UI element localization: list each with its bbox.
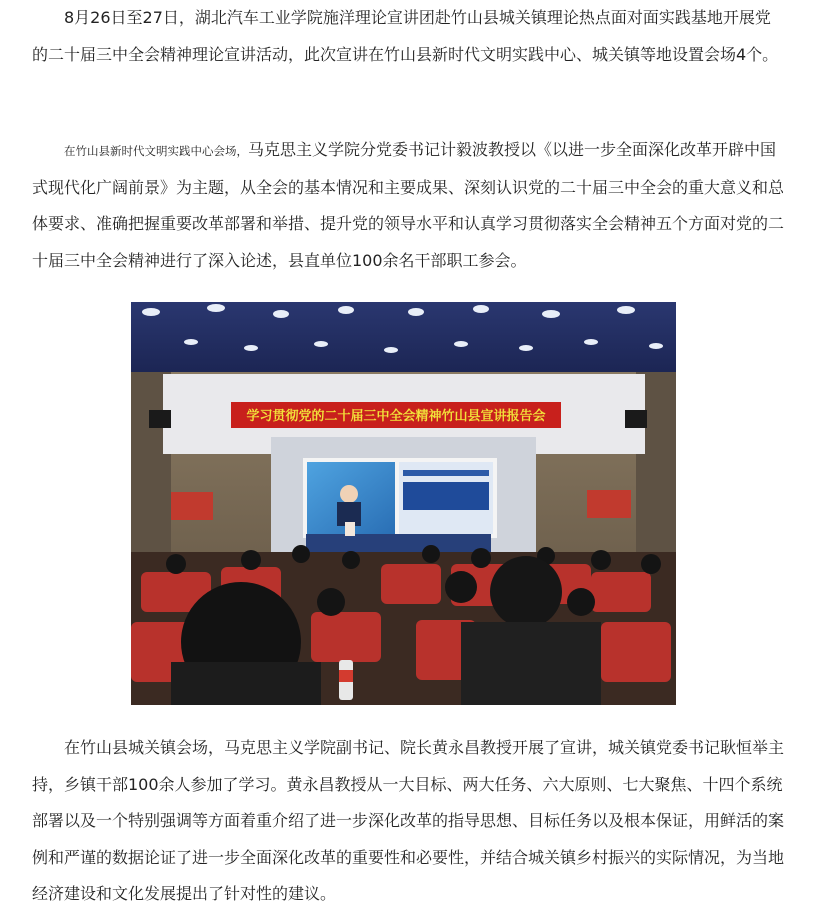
paragraph-intro: 8月26日至27日，湖北汽车工业学院施洋理论宣讲团赴竹山县城关镇理论热点面对面实践基地开展党的二十届三中全会精神理论宣讲活动，此次宣讲在竹山县新时代文明实践中心、城关镇等地设置会场4个。 xyxy=(32,8,779,64)
paragraph-venue-center xyxy=(32,132,784,279)
banner-text: 学习贯彻党的二十届三中全会精神竹山县宣讲报告会 xyxy=(246,409,546,424)
lecture-hall-photo xyxy=(131,302,676,705)
venue-center-lead: 在竹山县新时代文明实践中心会场， xyxy=(64,144,248,158)
venue-center-body: 马克思主义学院分党委书记计毅波教授以《以进一步全面深化改革开辟中国式现代化广阔前景》为主题，从全会的基本情况和主要成果、深刻认识党的二十届三中全会的重大意义和总体要求、准确把握重要改革部署和举措、提升党的领导水平和认真学习贯彻落实全会精神五个方面对党的二十届三中全会精神进行了深入论述，县直单位100余名干部职工参会。 xyxy=(32,140,785,270)
paragraph-venue-town: 在竹山县城关镇会场，马克思主义学院副书记、院长黄永昌教授开展了宣讲，城关镇党委书记耿恒举主持，乡镇干部100余人参加了学习。黄永昌教授从一大目标、两大任务、六大原则、七大聚焦、十四个系统部署以及一个特别强调等方面着重介绍了进一步深化改革的指导思想、目标任务以及根本保证，用鲜活的案例和严谨的数据论证了进一步全面深化改革的重要性和必要性，并结合城关镇乡村振兴的实际情况，为当地经济建设和文化发展提出了针对性的建议。 xyxy=(32,738,785,903)
